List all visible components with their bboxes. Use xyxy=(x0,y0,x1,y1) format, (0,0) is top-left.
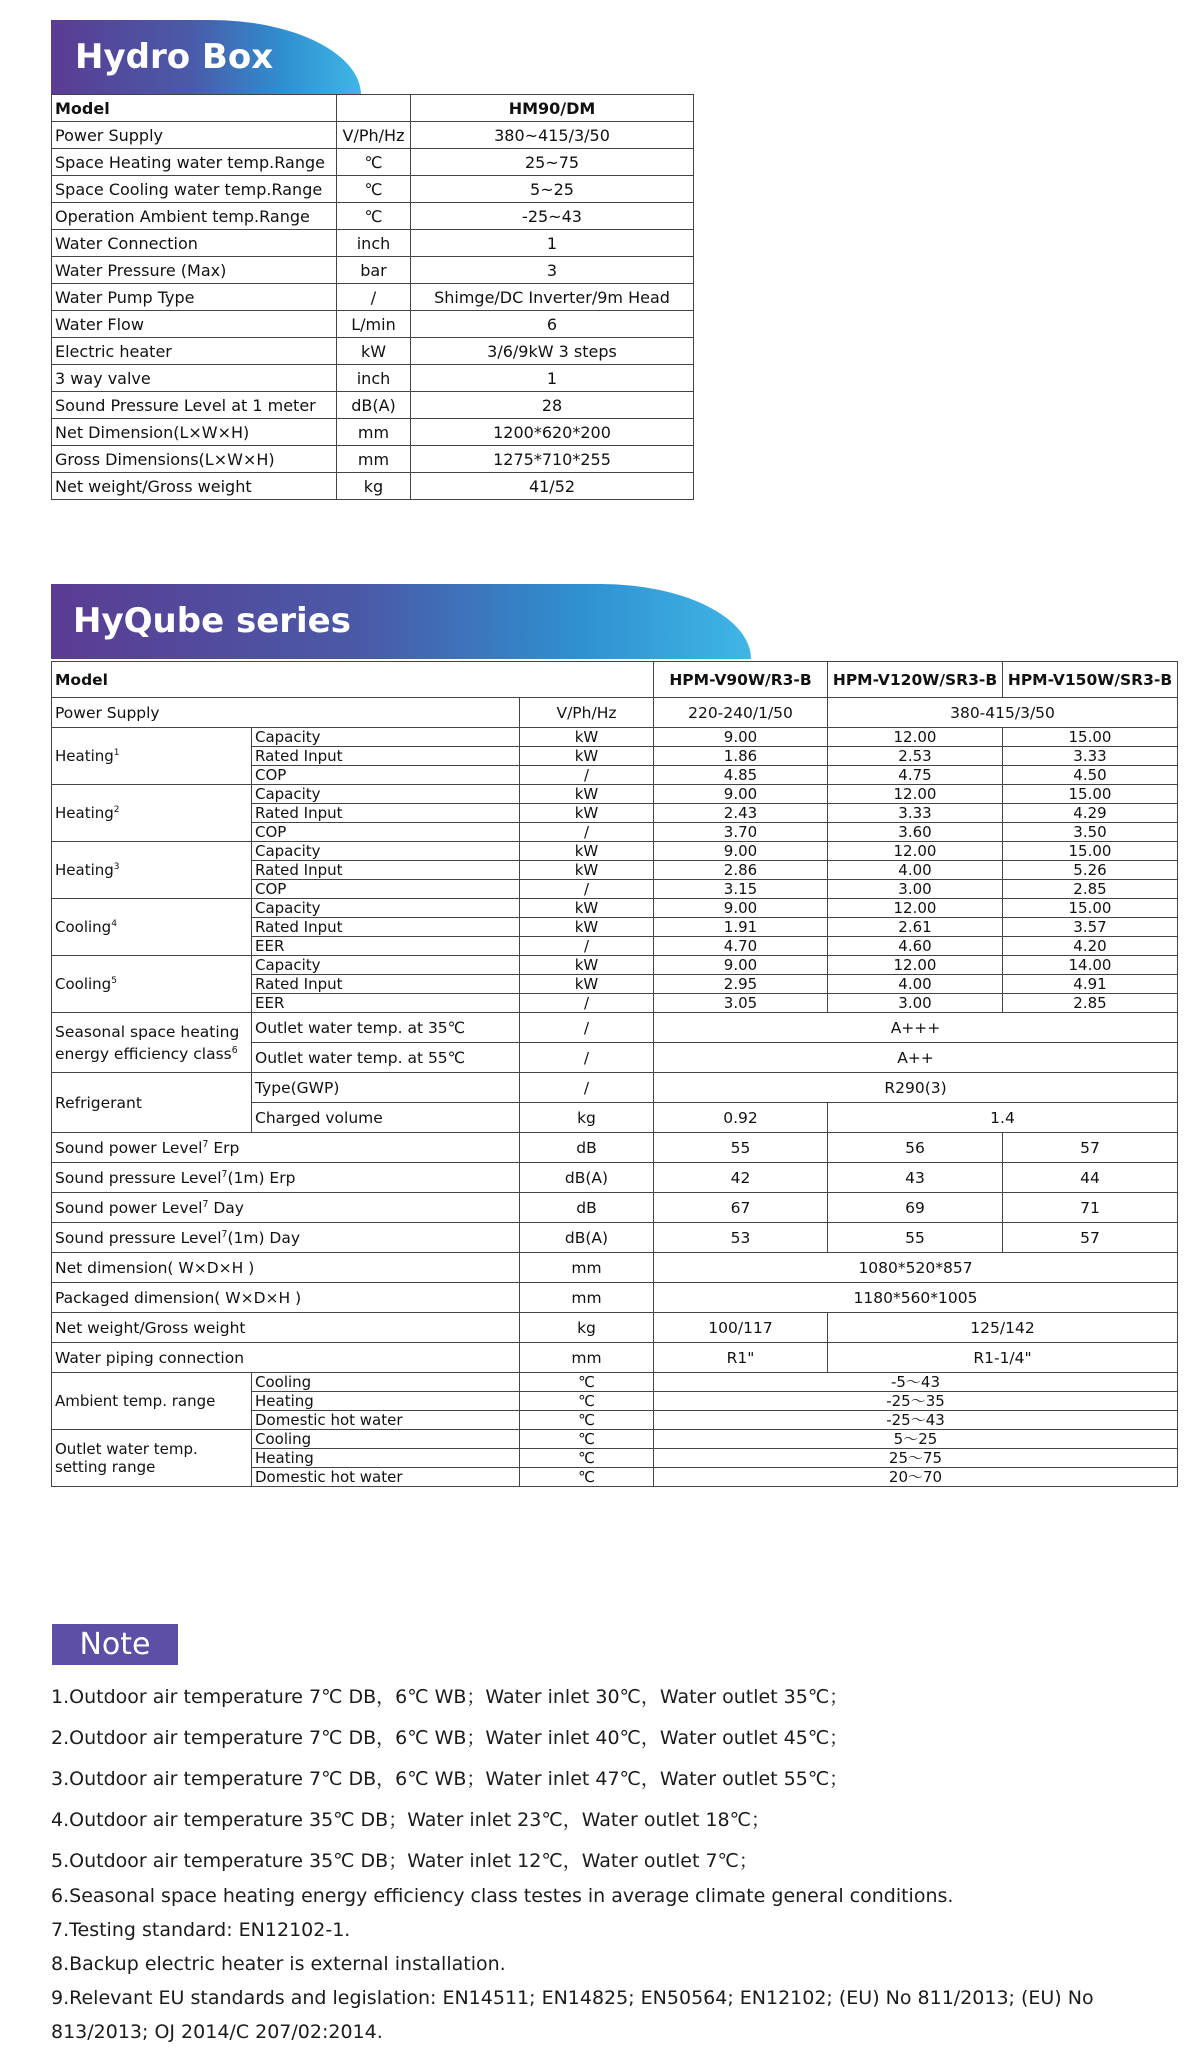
unit-cell: / xyxy=(520,937,654,956)
table-row xyxy=(52,365,694,392)
group-label-cell: Heating$^1$ xyxy=(52,728,252,785)
value-cell: 1275*710*255 xyxy=(411,446,694,473)
table-row xyxy=(52,1223,1178,1253)
footnote-marker: 4 xyxy=(111,919,117,929)
table-row xyxy=(52,1133,1178,1163)
value-cell: 25~75 xyxy=(411,149,694,176)
unit-cell: inch xyxy=(337,230,411,257)
param-cell: Outlet water temp. at 35℃ xyxy=(252,1013,520,1043)
footnote-marker: 7 xyxy=(221,1168,228,1180)
param-cell: COP xyxy=(252,823,520,842)
value-cell: 1.91 xyxy=(654,918,828,937)
param-cell: Rated Input xyxy=(252,918,520,937)
table-row xyxy=(52,176,694,203)
param-cell: Capacity xyxy=(252,956,520,975)
note-item: 9.Relevant EU standards and legislation: EN14511; EN14825; EN50564; EN12102; (EU) No 811/2013; (EU) No 813/2013; OJ 2014/C 207/02:2014. xyxy=(51,1987,1094,2043)
unit-cell: kW xyxy=(337,338,411,365)
param-cell: Operation Ambient temp.Range xyxy=(52,203,337,230)
unit-cell: / xyxy=(520,994,654,1013)
param-cell: Net weight/Gross weight xyxy=(52,1313,520,1343)
footnote-marker: 7 xyxy=(202,1198,209,1210)
value-cell: 3 xyxy=(411,257,694,284)
table-row xyxy=(52,122,694,149)
group-label-cell: Cooling$^5$ xyxy=(52,956,252,1013)
param-cell: Cooling xyxy=(252,1373,520,1392)
table-row xyxy=(52,662,1178,698)
value-cell: 3.05 xyxy=(654,994,828,1013)
value-cell: 2.86 xyxy=(654,861,828,880)
table-row xyxy=(52,1073,1178,1103)
value-cell: 2.95 xyxy=(654,975,828,994)
param-cell: Rated Input xyxy=(252,747,520,766)
table-row xyxy=(52,785,1178,804)
group-label-cell: Heating$^3$ xyxy=(52,842,252,899)
param-cell: Domestic hot water xyxy=(252,1468,520,1487)
table-row xyxy=(52,698,1178,728)
value-cell: 1 xyxy=(411,365,694,392)
unit-cell: / xyxy=(520,880,654,899)
value-cell: 4.85 xyxy=(654,766,828,785)
unit-cell: / xyxy=(520,1013,654,1043)
param-cell: Heating xyxy=(252,1449,520,1468)
header-cell xyxy=(337,95,411,122)
value-cell: 3.50 xyxy=(1003,823,1178,842)
value-cell: 2.53 xyxy=(828,747,1003,766)
param-cell: Rated Input xyxy=(252,861,520,880)
param-cell: Space Heating water temp.Range xyxy=(52,149,337,176)
unit-cell: inch xyxy=(337,365,411,392)
param-cell: Outlet water temp. at 55℃ xyxy=(252,1043,520,1073)
unit-cell: mm xyxy=(337,446,411,473)
value-cell: 12.00 xyxy=(828,899,1003,918)
header-cell: Model xyxy=(52,95,337,122)
value-cell: 4.50 xyxy=(1003,766,1178,785)
table-row xyxy=(52,1373,1178,1392)
value-cell: 1.4 xyxy=(828,1103,1178,1133)
unit-cell: / xyxy=(520,1073,654,1103)
unit-cell: kW xyxy=(520,842,654,861)
unit-cell: kW xyxy=(520,918,654,937)
unit-cell: kW xyxy=(520,956,654,975)
unit-cell: ℃ xyxy=(520,1392,654,1411)
hydro-box-spec-table xyxy=(51,94,694,500)
value-cell: 15.00 xyxy=(1003,728,1178,747)
value-cell: 67 xyxy=(654,1193,828,1223)
unit-cell: mm xyxy=(520,1343,654,1373)
header-cell: HM90/DM xyxy=(411,95,694,122)
value-cell: 41/52 xyxy=(411,473,694,500)
unit-cell: dB xyxy=(520,1133,654,1163)
table-row xyxy=(52,1313,1178,1343)
param-cell: Rated Input xyxy=(252,975,520,994)
value-cell: 3.57 xyxy=(1003,918,1178,937)
note-item: 7.Testing standard: EN12102-1. xyxy=(51,1919,351,1941)
table-row xyxy=(52,1013,1178,1043)
unit-cell: ℃ xyxy=(520,1468,654,1487)
note-item: 3.Outdoor air temperature 7℃ DB，6℃ WB；Water inlet 47℃，Water outlet 55℃； xyxy=(51,1768,849,1790)
value-cell: 4.00 xyxy=(828,975,1003,994)
note-item: 5.Outdoor air temperature 35℃ DB；Water inlet 12℃，Water outlet 7℃； xyxy=(51,1850,758,1872)
unit-cell: ℃ xyxy=(520,1373,654,1392)
value-cell: 55 xyxy=(654,1133,828,1163)
value-cell: R1-1/4" xyxy=(828,1343,1178,1373)
param-cell: Capacity xyxy=(252,842,520,861)
unit-cell: / xyxy=(520,1043,654,1073)
unit-cell: / xyxy=(337,284,411,311)
value-cell: 44 xyxy=(1003,1163,1178,1193)
table-row xyxy=(52,728,1178,747)
value-cell: 4.91 xyxy=(1003,975,1178,994)
param-cell: Net dimension( W×D×H ) xyxy=(52,1253,520,1283)
param-cell: 3 way valve xyxy=(52,365,337,392)
value-cell: 380~415/3/50 xyxy=(411,122,694,149)
hyqube-title: HyQube series xyxy=(73,601,351,641)
footnote-marker: 6 xyxy=(231,1044,238,1056)
footnote-marker: 3 xyxy=(113,862,120,872)
table-row xyxy=(52,1343,1178,1373)
footnote-marker: 7 xyxy=(202,1138,209,1150)
unit-cell: ℃ xyxy=(520,1449,654,1468)
value-cell: 3.00 xyxy=(828,880,1003,899)
param-cell: Heating xyxy=(252,1392,520,1411)
param-cell: Water Connection xyxy=(52,230,337,257)
model-header-cell: HPM-V90W/R3-B xyxy=(654,662,828,698)
group-label-cell: Outlet water temp. setting range xyxy=(52,1430,252,1487)
value-cell: 1180*560*1005 xyxy=(654,1283,1178,1313)
unit-cell: dB(A) xyxy=(520,1163,654,1193)
unit-cell: ℃ xyxy=(337,149,411,176)
value-cell: 3.15 xyxy=(654,880,828,899)
param-cell: Net weight/Gross weight xyxy=(52,473,337,500)
value-cell: 3.70 xyxy=(654,823,828,842)
param-cell: Sound power Level$^7$ Day xyxy=(52,1193,520,1223)
table-row xyxy=(52,338,694,365)
table-row xyxy=(52,1193,1178,1223)
table-row xyxy=(52,1253,1178,1283)
value-cell: 100/117 xyxy=(654,1313,828,1343)
table-row xyxy=(52,95,694,122)
table-row xyxy=(52,1430,1178,1449)
table-row xyxy=(52,392,694,419)
value-cell: 3.33 xyxy=(828,804,1003,823)
value-cell: 12.00 xyxy=(828,728,1003,747)
value-cell: 15.00 xyxy=(1003,842,1178,861)
value-cell: 57 xyxy=(1003,1223,1178,1253)
group-label-cell: Ambient temp. range xyxy=(52,1373,252,1430)
param-cell: Sound pressure Level$^7$(1m) Erp xyxy=(52,1163,520,1193)
unit-cell: kW xyxy=(520,975,654,994)
value-cell: 1 xyxy=(411,230,694,257)
unit-cell: mm xyxy=(337,419,411,446)
value-cell: 3/6/9kW 3 steps xyxy=(411,338,694,365)
value-cell: 4.29 xyxy=(1003,804,1178,823)
unit-cell: dB(A) xyxy=(337,392,411,419)
param-cell: Water piping connection xyxy=(52,1343,520,1373)
param-cell: Charged volume xyxy=(252,1103,520,1133)
table-row xyxy=(52,1163,1178,1193)
group-label-cell: Heating$^2$ xyxy=(52,785,252,842)
value-cell: 5~25 xyxy=(411,176,694,203)
unit-cell: / xyxy=(520,823,654,842)
param-cell: Packaged dimension( W×D×H ) xyxy=(52,1283,520,1313)
value-cell: 3.33 xyxy=(1003,747,1178,766)
value-cell: R1" xyxy=(654,1343,828,1373)
table-row xyxy=(52,419,694,446)
value-cell: 5～25 xyxy=(654,1430,1178,1449)
value-cell: Shimge/DC Inverter/9m Head xyxy=(411,284,694,311)
value-cell: -25~43 xyxy=(411,203,694,230)
unit-cell: V/Ph/Hz xyxy=(520,698,654,728)
table-row xyxy=(52,311,694,338)
unit-cell: ℃ xyxy=(520,1430,654,1449)
unit-cell: ℃ xyxy=(337,203,411,230)
unit-cell: mm xyxy=(520,1283,654,1313)
unit-cell: kg xyxy=(337,473,411,500)
model-header-cell: HPM-V120W/SR3-B xyxy=(828,662,1003,698)
value-cell: 42 xyxy=(654,1163,828,1193)
value-cell: 12.00 xyxy=(828,785,1003,804)
value-cell: 9.00 xyxy=(654,899,828,918)
value-cell: 3.00 xyxy=(828,994,1003,1013)
table-row xyxy=(52,473,694,500)
value-cell: 9.00 xyxy=(654,842,828,861)
value-cell: 125/142 xyxy=(828,1313,1178,1343)
param-cell: Sound pressure Level$^7$(1m) Day xyxy=(52,1223,520,1253)
value-cell: -5～43 xyxy=(654,1373,1178,1392)
value-cell: 2.43 xyxy=(654,804,828,823)
param-cell: Power Supply xyxy=(52,122,337,149)
unit-cell: bar xyxy=(337,257,411,284)
value-cell: 2.61 xyxy=(828,918,1003,937)
value-cell: 380-415/3/50 xyxy=(828,698,1178,728)
value-cell: 71 xyxy=(1003,1193,1178,1223)
value-cell: 12.00 xyxy=(828,956,1003,975)
param-cell: Cooling xyxy=(252,1430,520,1449)
value-cell: 4.75 xyxy=(828,766,1003,785)
value-cell: 69 xyxy=(828,1193,1003,1223)
footnote-marker: 1 xyxy=(113,748,120,758)
value-cell: 5.26 xyxy=(1003,861,1178,880)
value-cell: 9.00 xyxy=(654,785,828,804)
param-cell: Capacity xyxy=(252,728,520,747)
note-item: 4.Outdoor air temperature 35℃ DB；Water inlet 23℃，Water outlet 18℃； xyxy=(51,1809,770,1831)
hyqube-spec-table xyxy=(51,661,1178,1487)
table-row xyxy=(52,257,694,284)
value-cell: 3.60 xyxy=(828,823,1003,842)
value-cell: 220-240/1/50 xyxy=(654,698,828,728)
param-cell: EER xyxy=(252,937,520,956)
value-cell: 1200*620*200 xyxy=(411,419,694,446)
value-cell: 55 xyxy=(828,1223,1003,1253)
param-cell: COP xyxy=(252,880,520,899)
table-row xyxy=(52,230,694,257)
param-cell: Water Flow xyxy=(52,311,337,338)
value-cell: 25～75 xyxy=(654,1449,1178,1468)
hyqube-banner xyxy=(51,584,751,659)
table-row xyxy=(52,446,694,473)
value-cell: 2.85 xyxy=(1003,880,1178,899)
value-cell: R290(3) xyxy=(654,1073,1178,1103)
footnote-marker: 2 xyxy=(113,805,120,815)
value-cell: 20～70 xyxy=(654,1468,1178,1487)
footnote-marker: 7 xyxy=(221,1228,228,1240)
value-cell: 4.70 xyxy=(654,937,828,956)
param-cell: Water Pressure (Max) xyxy=(52,257,337,284)
unit-cell: ℃ xyxy=(337,176,411,203)
group-label-cell: Refrigerant xyxy=(52,1073,252,1133)
header-cell: Model xyxy=(52,662,654,698)
value-cell: 0.92 xyxy=(654,1103,828,1133)
group-label-cell: Seasonal space heating energy efficiency class$^6$ xyxy=(52,1013,252,1073)
value-cell: A++ xyxy=(654,1043,1178,1073)
param-cell: Capacity xyxy=(252,899,520,918)
param-cell: Capacity xyxy=(252,785,520,804)
unit-cell: L/min xyxy=(337,311,411,338)
param-cell: Power Supply xyxy=(52,698,520,728)
unit-cell: ℃ xyxy=(520,1411,654,1430)
value-cell: 15.00 xyxy=(1003,785,1178,804)
hydro-box-title: Hydro Box xyxy=(75,37,274,77)
param-cell: EER xyxy=(252,994,520,1013)
value-cell: 15.00 xyxy=(1003,899,1178,918)
table-row xyxy=(52,149,694,176)
note-heading: Note xyxy=(52,1624,178,1665)
hydro-box-banner xyxy=(51,20,361,95)
param-cell: Gross Dimensions(L×W×H) xyxy=(52,446,337,473)
param-cell: Electric heater xyxy=(52,338,337,365)
unit-cell: dB(A) xyxy=(520,1223,654,1253)
unit-cell: kW xyxy=(520,861,654,880)
value-cell: 9.00 xyxy=(654,728,828,747)
value-cell: 4.20 xyxy=(1003,937,1178,956)
note-item: 6.Seasonal space heating energy efficiency class testes in average climate general conditions. xyxy=(51,1885,954,1907)
unit-cell: kW xyxy=(520,747,654,766)
note-item: 1.Outdoor air temperature 7℃ DB，6℃ WB；Water inlet 30℃，Water outlet 35℃； xyxy=(51,1686,849,1708)
value-cell: 56 xyxy=(828,1133,1003,1163)
unit-cell: kW xyxy=(520,785,654,804)
value-cell: 1.86 xyxy=(654,747,828,766)
model-header-cell: HPM-V150W/SR3-B xyxy=(1003,662,1178,698)
value-cell: 4.60 xyxy=(828,937,1003,956)
table-row xyxy=(52,842,1178,861)
unit-cell: kW xyxy=(520,899,654,918)
unit-cell: / xyxy=(520,766,654,785)
unit-cell: kW xyxy=(520,804,654,823)
param-cell: Net Dimension(L×W×H) xyxy=(52,419,337,446)
unit-cell: V/Ph/Hz xyxy=(337,122,411,149)
param-cell: COP xyxy=(252,766,520,785)
value-cell: 4.00 xyxy=(828,861,1003,880)
value-cell: 28 xyxy=(411,392,694,419)
table-row xyxy=(52,899,1178,918)
value-cell: 2.85 xyxy=(1003,994,1178,1013)
value-cell: 6 xyxy=(411,311,694,338)
value-cell: A+++ xyxy=(654,1013,1178,1043)
table-row xyxy=(52,1283,1178,1313)
table-row xyxy=(52,956,1178,975)
value-cell: 57 xyxy=(1003,1133,1178,1163)
unit-cell: mm xyxy=(520,1253,654,1283)
unit-cell: kg xyxy=(520,1313,654,1343)
param-cell: Water Pump Type xyxy=(52,284,337,311)
value-cell: 1080*520*857 xyxy=(654,1253,1178,1283)
value-cell: 53 xyxy=(654,1223,828,1253)
table-row xyxy=(52,203,694,230)
param-cell: Type(GWP) xyxy=(252,1073,520,1103)
value-cell: -25～43 xyxy=(654,1411,1178,1430)
param-cell: Sound Pressure Level at 1 meter xyxy=(52,392,337,419)
param-cell: Domestic hot water xyxy=(252,1411,520,1430)
param-cell: Rated Input xyxy=(252,804,520,823)
note-item: 2.Outdoor air temperature 7℃ DB，6℃ WB；Water inlet 40℃，Water outlet 45℃； xyxy=(51,1727,849,1749)
group-label-cell: Cooling$^4$ xyxy=(52,899,252,956)
unit-cell: dB xyxy=(520,1193,654,1223)
table-row xyxy=(52,284,694,311)
value-cell: 14.00 xyxy=(1003,956,1178,975)
value-cell: 12.00 xyxy=(828,842,1003,861)
value-cell: 9.00 xyxy=(654,956,828,975)
unit-cell: kg xyxy=(520,1103,654,1133)
value-cell: -25～35 xyxy=(654,1392,1178,1411)
param-cell: Space Cooling water temp.Range xyxy=(52,176,337,203)
param-cell: Sound power Level$^7$ Erp xyxy=(52,1133,520,1163)
value-cell: 43 xyxy=(828,1163,1003,1193)
unit-cell: kW xyxy=(520,728,654,747)
footnote-marker: 5 xyxy=(111,976,117,986)
note-item: 8.Backup electric heater is external installation. xyxy=(51,1953,506,1975)
